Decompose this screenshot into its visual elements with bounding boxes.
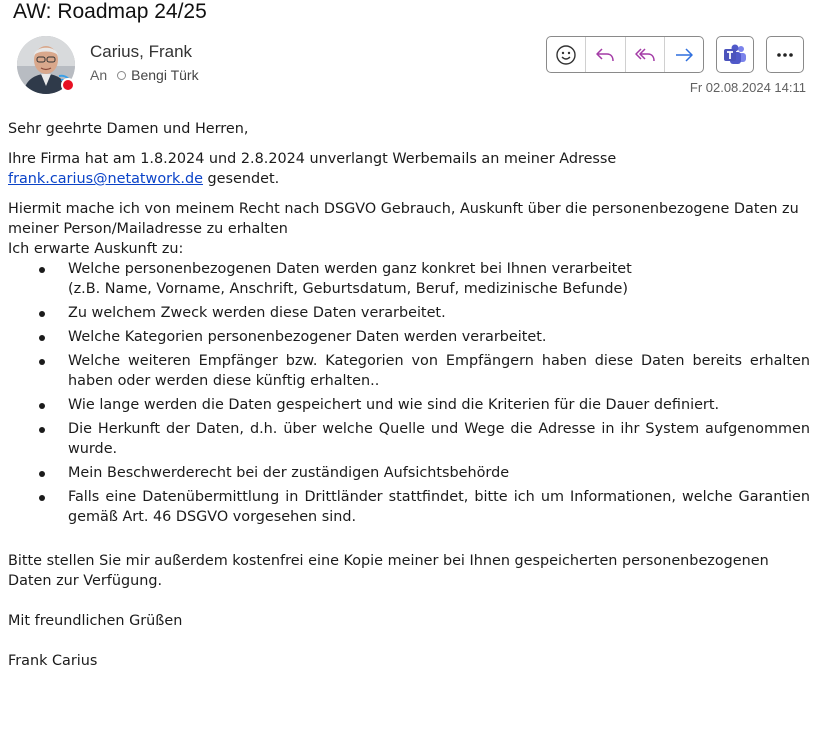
body-paragraph-1	[8, 149, 810, 189]
more-actions-button[interactable]	[766, 36, 804, 73]
to-label: An	[90, 67, 108, 83]
presence-busy-icon	[61, 78, 75, 92]
reply-icon	[594, 44, 616, 66]
list-item: Wie lange werden die Daten gespeichert und wie sind die Kriterien für die Dauer definiert.	[8, 395, 810, 415]
list-item: Welche Kategorien personenbezogener Daten werden verarbeitet.	[8, 327, 810, 347]
reply-button[interactable]	[586, 37, 625, 72]
recipient-name[interactable]: Bengi Türk	[131, 67, 199, 83]
paragraph-1-tail: gesendet.	[202, 171, 280, 187]
greeting: Sehr geehrte Damen und Herren,	[8, 121, 249, 137]
teams-button[interactable]	[716, 36, 754, 73]
body-paragraph-3: Ich erwarte Auskunft zu:	[8, 241, 184, 257]
emoji-reaction-button[interactable]	[547, 37, 586, 72]
email-subject: AW: Roadmap 24/25	[13, 0, 207, 23]
list-item: Die Herkunft der Daten, d.h. über welche Quelle und Wege die Adresse in ihr System aufgenommen wurde.	[8, 419, 810, 459]
message-actions	[546, 36, 704, 73]
emoji-icon	[555, 44, 577, 66]
list-item: Falls eine Datenübermittlung in Drittländer stattfindet, bitte ich um Informationen, welche Garantien gemäß Art. 46 DSGVO vorgesehen sind.	[8, 487, 810, 527]
request-list	[8, 259, 810, 527]
list-item: Welche personenbezogenen Daten werden ganz konkret bei Ihnen verarbeitet (z.B. Name, Vorname, Anschrift, Geburtsdatum, Beruf, medizinische Befunde)	[8, 259, 810, 299]
recipient-row	[90, 67, 199, 83]
reply-all-button[interactable]	[626, 37, 665, 72]
signature: Frank Carius	[8, 653, 98, 669]
closing: Mit freundlichen Grüßen	[8, 613, 183, 629]
body-paragraph-4: Bitte stellen Sie mir außerdem kostenfrei eine Kopie meiner bei Ihnen gespeicherten personenbezogenen Daten zur Verfügung.	[8, 553, 769, 589]
email-link[interactable]: frank.carius@netatwork.de	[8, 171, 203, 187]
more-icon	[774, 44, 796, 66]
forward-icon	[673, 44, 695, 66]
list-item: Zu welchem Zweck werden diese Daten verarbeitet.	[8, 303, 810, 323]
paragraph-1-text: Ihre Firma hat am 1.8.2024 und 2.8.2024 unverlangt Werbemails an meiner Adresse	[8, 151, 617, 167]
list-item: Mein Beschwerderecht bei der zuständigen Aufsichtsbehörde	[8, 463, 810, 483]
forward-button[interactable]	[665, 37, 703, 72]
body-paragraph-2: Hiermit mache ich von meinem Recht nach DSGVO Gebrauch, Auskunft über die personenbezogene Daten zu meiner Person/Mailadresse zu erhalten	[8, 201, 799, 237]
email-body	[8, 119, 810, 671]
list-item: Welche weiteren Empfänger bzw. Kategorien von Empfängern haben diese Daten bereits erhalten haben oder werden diese künftig erhalten..	[8, 351, 810, 391]
sender-name[interactable]: Carius, Frank	[90, 42, 193, 61]
teams-icon	[723, 43, 747, 67]
email-date: Fr 02.08.2024 14:11	[689, 80, 806, 95]
recipient-status-icon	[117, 71, 126, 80]
reply-all-icon	[634, 44, 656, 66]
